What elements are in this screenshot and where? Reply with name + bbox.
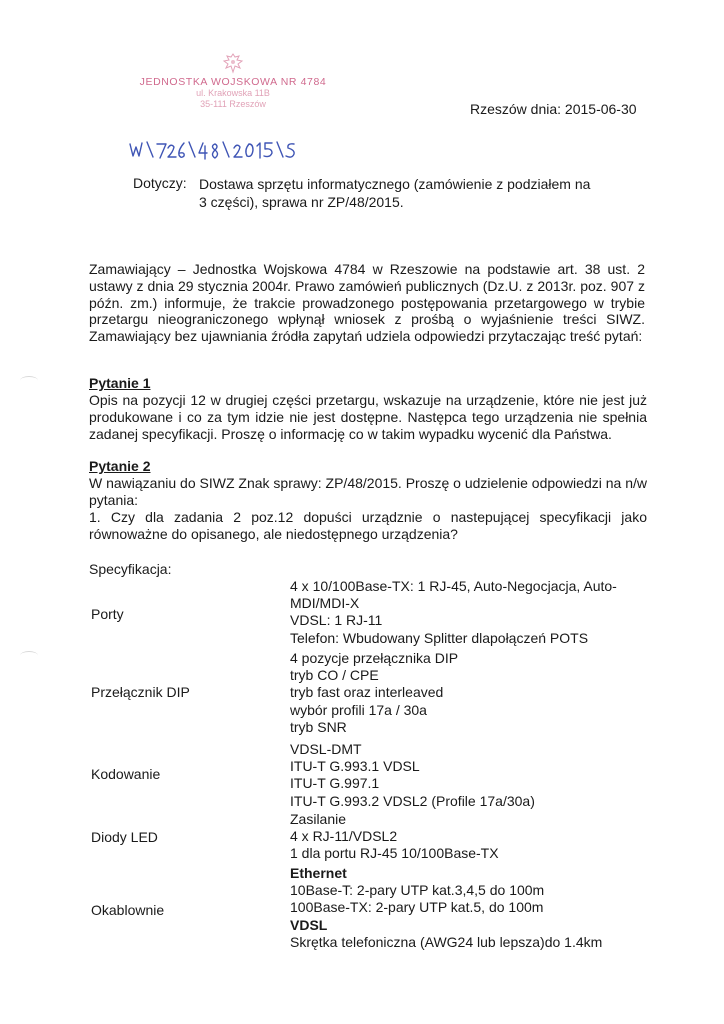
spec-row-name: Kodowanie [91, 766, 161, 782]
spec-value: Telefon: Wbudowany Splitter dlapołączeń POTS [290, 629, 589, 646]
spec-value: 100Base-TX: 2-pary UTP kat.5, do 100m [290, 899, 544, 916]
spec-value: tryb CO / CPE [290, 667, 379, 684]
spec-value: Zasilanie [290, 811, 347, 827]
spec-value: Skrętka telefoniczna (AWG24 lub lepsza)do 1.4km [290, 933, 603, 950]
spec-row-values [290, 650, 650, 736]
subject-line: Dostawa sprzętu informatycznego (zamówienie z podziałem na [199, 176, 591, 192]
question-1-title: Pytanie 1 [89, 375, 151, 391]
margin-scan-mark [20, 376, 38, 385]
question-2-title: Pytanie 2 [89, 458, 151, 474]
spec-value: ITU-T G.997.1 [290, 775, 380, 792]
spec-value: VDSL-DMT [290, 741, 362, 757]
subject-label: Dotyczy: [133, 175, 187, 191]
spec-row-name: Przełącznik DIP [91, 684, 190, 700]
spec-value: wybór profili 17a / 30a [290, 701, 427, 718]
spec-row-values [290, 578, 650, 647]
stamp-street: ul. Krakowska 11B [196, 88, 270, 98]
eagle-emblem-icon [222, 52, 244, 76]
spec-value: 10Base-T: 2-pary UTP kat.3,4,5 do 100m [290, 882, 545, 899]
specification-label: Specyfikacja: [89, 561, 172, 577]
question-2-subquestion: 1. Czy dla zadania 2 poz.12 dopuści urządznie o nastepującej specyfikacji jako równoważne do opisanego, ale niedostępnego urządzenia? [89, 509, 647, 542]
spec-row-values [290, 865, 650, 951]
stamp-unit-name: JEDNOSTKA WOJSKOWA NR 4784 [139, 76, 327, 88]
spec-value: VDSL [290, 916, 328, 933]
unit-stamp [128, 52, 338, 110]
spec-value: ITU-T G.993.1 VDSL [290, 758, 420, 775]
spec-value: VDSL: 1 RJ-11 [290, 612, 383, 629]
spec-value: 4 pozycje przełącznika DIP [290, 650, 459, 666]
spec-row-values [290, 811, 650, 863]
spec-value: 4 x RJ-11/VDSL2 [290, 828, 398, 845]
spec-row-name: Okablownie [91, 902, 165, 918]
subject-text [199, 175, 649, 211]
spec-value: 1 dla portu RJ-45 10/100Base-TX [290, 845, 499, 862]
spec-value: MDI/MDI-X [290, 595, 360, 612]
margin-scan-mark [20, 651, 38, 660]
spec-value: tryb SNR [290, 718, 347, 735]
stamp-city: 35-111 Rzeszów [200, 99, 266, 109]
subject-line: 3 części), sprawa nr ZP/48/2015. [199, 194, 404, 210]
spec-value: ITU-T G.993.2 VDSL2 (Profile 17a/30a) [290, 792, 535, 809]
question-2-text: W nawiązaniu do SIWZ Znak sprawy: ZP/48/2015. Proszę o udzielenie odpowiedzi na n/w pytania: [89, 475, 647, 508]
spec-value: Ethernet [290, 865, 347, 881]
spec-row-name: Porty [91, 606, 124, 622]
spec-value: tryb fast oraz interleaved [290, 684, 444, 701]
spec-row-values [290, 741, 650, 810]
question-1-text: Opis na pozycji 12 w drugiej części przetargu, wskazuje na urządzenie, które nie jest już produkowane i co za tym idzie nie jest dostępne. Następca tego urządzenia nie spełnia zadanej specyfikacji. Proszę o informację co w takim wypadku wycenić dla Państwa. [89, 392, 647, 442]
spec-value: 4 x 10/100Base-TX: 1 RJ-45, Auto-Negocjacja, Auto- [290, 578, 617, 594]
document-date: Rzeszów dnia: 2015-06-30 [470, 101, 637, 117]
handwritten-reference-signature [126, 132, 346, 166]
spec-row-name: Diody LED [91, 829, 158, 845]
intro-paragraph: Zamawiający – Jednostka Wojskowa 4784 w Rzeszowie na podstawie art. 38 ust. 2 ustawy z dnia 29 stycznia 2004r. Prawo zamówień publicznych (Dz.U. z 2013r. poz. 907 z późn. zm.) informuje, że trakcie prowadzonego postępowania przetargowego w trybie przetargu nieograniczonego wpłynął wniosek z prośbą o wyjaśnienie treści SIWZ. Zamawiający bez ujawniania źródła zapytań udziela odpowiedzi przytaczając treść pytań: [89, 261, 645, 345]
